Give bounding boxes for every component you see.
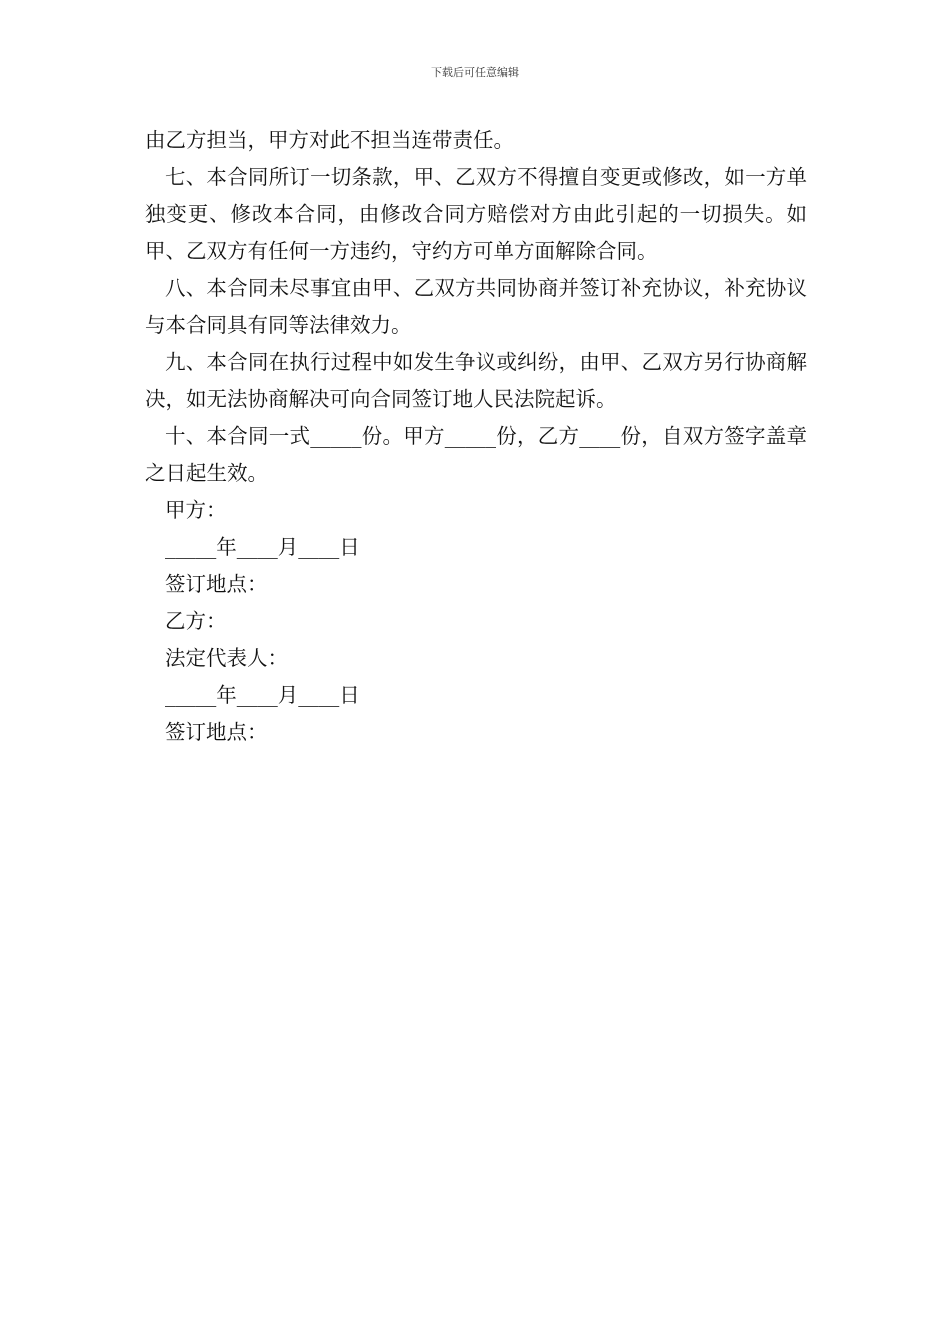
contract-body — [145, 122, 807, 751]
party-b-legal-representative: 法定代表人： — [165, 646, 288, 670]
clause-10: 十、本合同一式_____份。甲方_____份，乙方____份，自双方签字盖章之日起生效。 — [145, 424, 807, 485]
party-b-label: 乙方： — [165, 609, 227, 633]
page-header-note: 下载后可任意编辑 — [431, 66, 519, 79]
clause-9: 九、本合同在执行过程中如发生争议或纠纷，由甲、乙双方另行协商解决，如无法协商解决可向合同签订地人民法院起诉。 — [145, 350, 807, 411]
clause-8: 八、本合同未尽事宜由甲、乙双方共同协商并签订补充协议，补充协议与本合同具有同等法律效力。 — [145, 276, 807, 337]
clause-continuation: 由乙方担当，甲方对此不担当连带责任。 — [145, 128, 514, 152]
signature-block — [145, 492, 807, 751]
clause-7: 七、本合同所订一切条款，甲、乙双方不得擅自变更或修改，如一方单独变更、修改本合同，由修改合同方赔偿对方由此引起的一切损失。如甲、乙双方有任何一方违约，守约方可单方面解除合同。 — [145, 165, 807, 263]
party-a-signing-place: 签订地点： — [165, 572, 268, 596]
party-b-date: _____年____月____日 — [165, 683, 360, 707]
party-a-label: 甲方： — [165, 498, 227, 522]
party-b-signing-place: 签订地点： — [165, 720, 268, 744]
party-a-date: _____年____月____日 — [165, 535, 360, 559]
